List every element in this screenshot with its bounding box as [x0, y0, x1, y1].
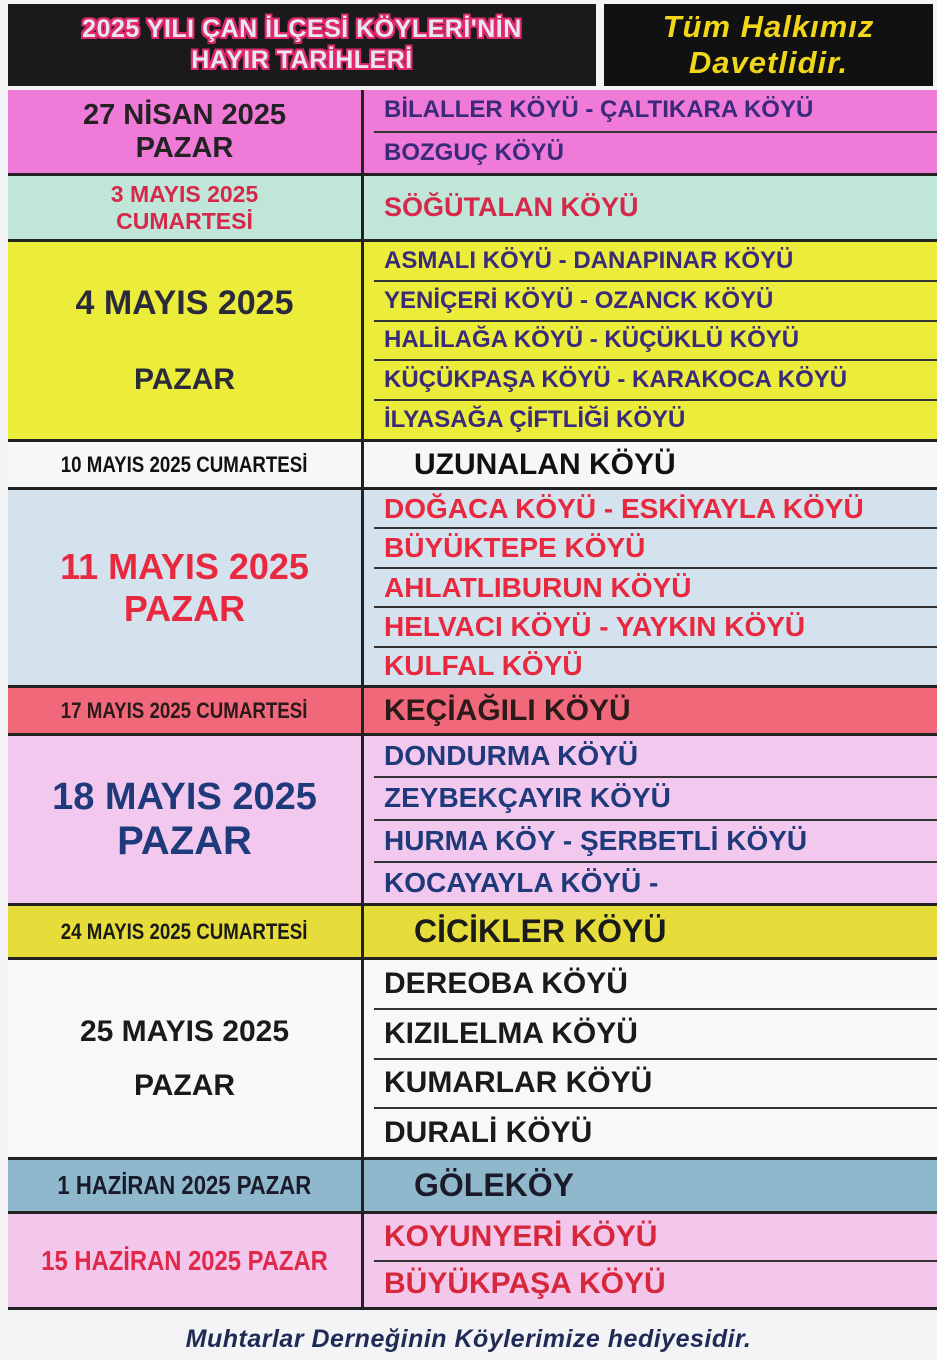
day-label: PAZAR: [135, 131, 234, 164]
village-list: [374, 242, 937, 439]
title-line-1: 2025 YILI ÇAN İLÇESİ KÖYLERİ'NİN: [82, 15, 522, 43]
village-row: DONDURMA KÖYÜ: [374, 736, 937, 778]
date-group: [8, 906, 937, 960]
date-cell: [8, 736, 364, 903]
date-group: [8, 1214, 937, 1310]
title-box: [8, 4, 596, 86]
date-label: 3 MAYIS 2025: [110, 180, 259, 207]
footer-note: Muhtarlar Derneğinin Köylerimize hediyesidir.: [185, 1324, 752, 1353]
village-list: [374, 442, 937, 487]
date-label: 27 NİSAN 2025: [82, 98, 287, 131]
date-cell: [8, 906, 364, 957]
date-label: 10 MAYIS 2025 CUMARTESİ: [61, 451, 308, 477]
village-row: YENİÇERİ KÖYÜ - OZANCK KÖYÜ: [374, 282, 937, 322]
date-label: 25 MAYIS 2025: [79, 1014, 290, 1048]
date-group: [8, 90, 937, 176]
date-label: 15 HAZİRAN 2025 PAZAR: [41, 1244, 328, 1276]
date-group: [8, 490, 937, 688]
village-list: [374, 176, 937, 239]
date-cell: [8, 490, 364, 685]
date-group: [8, 1160, 937, 1214]
date-label: 17 MAYIS 2025 CUMARTESİ: [61, 697, 308, 723]
village-list: [374, 1214, 937, 1307]
title-line-2: HAYIR TARİHLERİ: [191, 46, 413, 74]
village-row: KIZILELMA KÖYÜ: [374, 1010, 937, 1060]
village-list: [374, 736, 937, 903]
village-row: KÜÇÜKPAŞA KÖYÜ - KARAKOCA KÖYÜ: [374, 361, 937, 401]
date-group: [8, 242, 937, 442]
day-label: PAZAR: [133, 363, 236, 396]
date-cell: [8, 688, 364, 733]
date-label: 4 MAYIS 2025: [75, 284, 294, 322]
village-row: BİLALLER KÖYÜ - ÇALTIKARA KÖYÜ: [374, 90, 937, 133]
village-row: DEREOBA KÖYÜ: [374, 960, 937, 1010]
village-list: [374, 490, 937, 685]
village-list: [374, 90, 937, 173]
village-row: KUMARLAR KÖYÜ: [374, 1060, 937, 1110]
date-cell: [8, 1214, 364, 1307]
village-row: HURMA KÖY - ŞERBETLİ KÖYÜ: [374, 821, 937, 863]
date-group: [8, 176, 937, 242]
village-row: GÖLEKÖY: [414, 1167, 575, 1203]
date-cell: [8, 960, 364, 1157]
day-label: PAZAR: [117, 818, 252, 863]
village-row: KULFAL KÖYÜ: [384, 650, 583, 682]
date-group: [8, 960, 937, 1160]
village-row: DURALİ KÖYÜ: [384, 1116, 593, 1150]
date-label: 24 MAYIS 2025 CUMARTESİ: [61, 918, 308, 944]
village-row: ZEYBEKÇAYIR KÖYÜ: [374, 778, 937, 820]
village-list: [374, 960, 937, 1157]
date-cell: [8, 1160, 364, 1211]
date-cell: [8, 90, 364, 173]
village-row: BÜYÜKTEPE KÖYÜ: [374, 529, 937, 568]
invite-line-1: Tüm Halkımız: [662, 9, 875, 44]
date-cell: [8, 242, 364, 439]
date-cell: [8, 176, 364, 239]
village-row: SÖĞÜTALAN KÖYÜ: [384, 192, 639, 222]
village-row: BOZGUÇ KÖYÜ: [384, 138, 564, 166]
date-cell: [8, 442, 364, 487]
invite-line-2: Davetlidir.: [688, 45, 849, 80]
village-row: HELVACI KÖYÜ - YAYKIN KÖYÜ: [374, 608, 937, 647]
village-row: UZUNALAN KÖYÜ: [414, 447, 676, 481]
village-list: [374, 688, 937, 733]
village-list: [374, 1160, 937, 1211]
village-row: DOĞACA KÖYÜ - ESKİYAYLA KÖYÜ: [374, 490, 937, 529]
day-label: CUMARTESİ: [116, 207, 253, 234]
village-row: CİCİKLER KÖYÜ: [414, 913, 667, 949]
village-row: KOYUNYERİ KÖYÜ: [374, 1214, 937, 1262]
date-group: [8, 688, 937, 736]
village-list: [374, 906, 937, 957]
date-group: [8, 442, 937, 490]
village-row: İLYASAĞA ÇİFTLİĞİ KÖYÜ: [384, 406, 686, 434]
village-row: BÜYÜKPAŞA KÖYÜ: [384, 1267, 666, 1301]
village-row: ASMALI KÖYÜ - DANAPINAR KÖYÜ: [374, 242, 937, 282]
header: [0, 0, 937, 90]
day-label: PAZAR: [123, 587, 246, 629]
date-group: [8, 736, 937, 906]
invite-box: [604, 4, 933, 86]
village-row: AHLATLIBURUN KÖYÜ: [374, 569, 937, 608]
village-row: KOCAYAYLA KÖYÜ -: [384, 866, 659, 898]
day-label: PAZAR: [133, 1068, 236, 1102]
date-label: 1 HAZİRAN 2025 PAZAR: [57, 1170, 312, 1200]
village-row: HALİLAĞA KÖYÜ - KÜÇÜKLÜ KÖYÜ: [374, 322, 937, 362]
village-row: KEÇİAĞILI KÖYÜ: [384, 693, 631, 727]
date-label: 18 MAYIS 2025: [52, 775, 317, 818]
date-label: 11 MAYIS 2025: [60, 545, 309, 587]
